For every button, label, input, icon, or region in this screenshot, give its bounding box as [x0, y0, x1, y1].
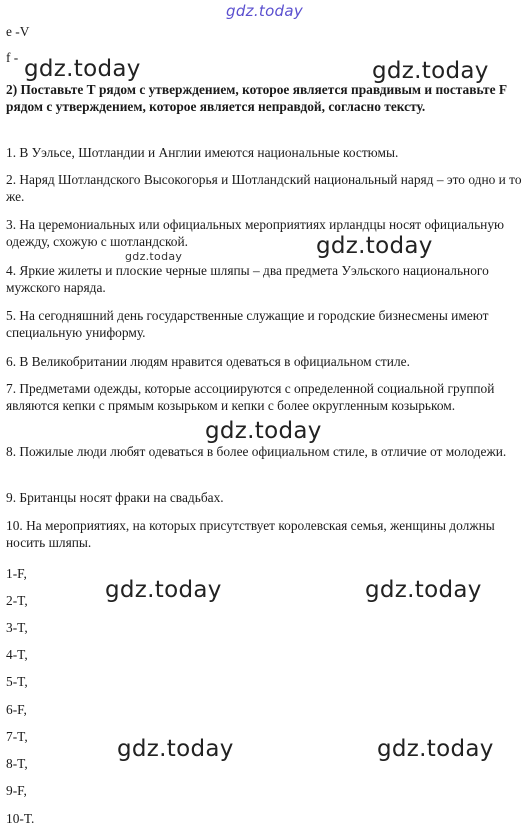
watermark: gdz.today — [105, 577, 222, 603]
statement-4: 4. Яркие жилеты и плоские черные шляпы – два предмета Уэльского национального мужского наряда. — [6, 263, 489, 295]
watermark: gdz.today — [24, 56, 141, 82]
statement-1: 1. В Уэльсе, Шотландии и Англии имеются национальные костюмы. — [6, 145, 399, 160]
statement-8: 8. Пожилые люди любят одеваться в более официальном стиле, в отличие от молодежи. — [6, 444, 507, 459]
answer-4: 4-T, — [6, 647, 28, 662]
statement-2: 2. Наряд Шотландского Высокогорья и Шотландский национальный наряд – это одно и то же. — [6, 172, 522, 204]
answer-10: 10-T. — [6, 811, 35, 826]
answer-2: 2-T, — [6, 593, 28, 608]
statement-9: 9. Британцы носят фраки на свадьбах. — [6, 490, 224, 505]
watermark: gdz.today — [365, 577, 482, 603]
statement-5: 5. На сегодняшний день государственные служащие и городские бизнесмены имеют специальную униформу. — [6, 308, 489, 340]
watermark: gdz.today — [205, 418, 322, 444]
answer-1: 1-F, — [6, 566, 27, 581]
answer-6: 6-F, — [6, 702, 27, 717]
previous-answer-f: f - — [6, 50, 19, 65]
answer-3: 3-T, — [6, 620, 28, 635]
watermark: gdz.today — [377, 736, 494, 762]
watermark: gdz.today — [372, 58, 489, 84]
answer-8: 8-T, — [6, 756, 28, 771]
statement-6: 6. В Великобритании людям нравится одеваться в официальном стиле. — [6, 354, 410, 369]
watermark-small: gdz.today — [125, 250, 183, 263]
answer-5: 5-T, — [6, 674, 28, 689]
task-heading: 2) Поставьте Т рядом с утверждением, которое является правдивым и поставьте F рядом с утверждением, которое является неправдой, согласно тексту. — [6, 82, 507, 114]
statement-3: 3. На церемониальных или официальных мероприятиях ирландцы носят официальную одежду, схожую с шотландской. — [6, 217, 505, 249]
answer-9: 9-F, — [6, 783, 27, 798]
watermark: gdz.today — [117, 736, 234, 762]
statement-10: 10. На мероприятиях, на которых присутствует королевская семья, женщины должны носить шляпы. — [6, 518, 495, 550]
answer-7: 7-T, — [6, 729, 28, 744]
watermark-top: gdz.today — [226, 2, 304, 20]
previous-answer-e: e -V — [6, 24, 30, 39]
watermark: gdz.today — [316, 233, 433, 259]
statement-7: 7. Предметами одежды, которые ассоциируются с определенной социальной группой являются кепки с прямым козырьком и кепки с более округленным козырьком. — [6, 381, 495, 413]
